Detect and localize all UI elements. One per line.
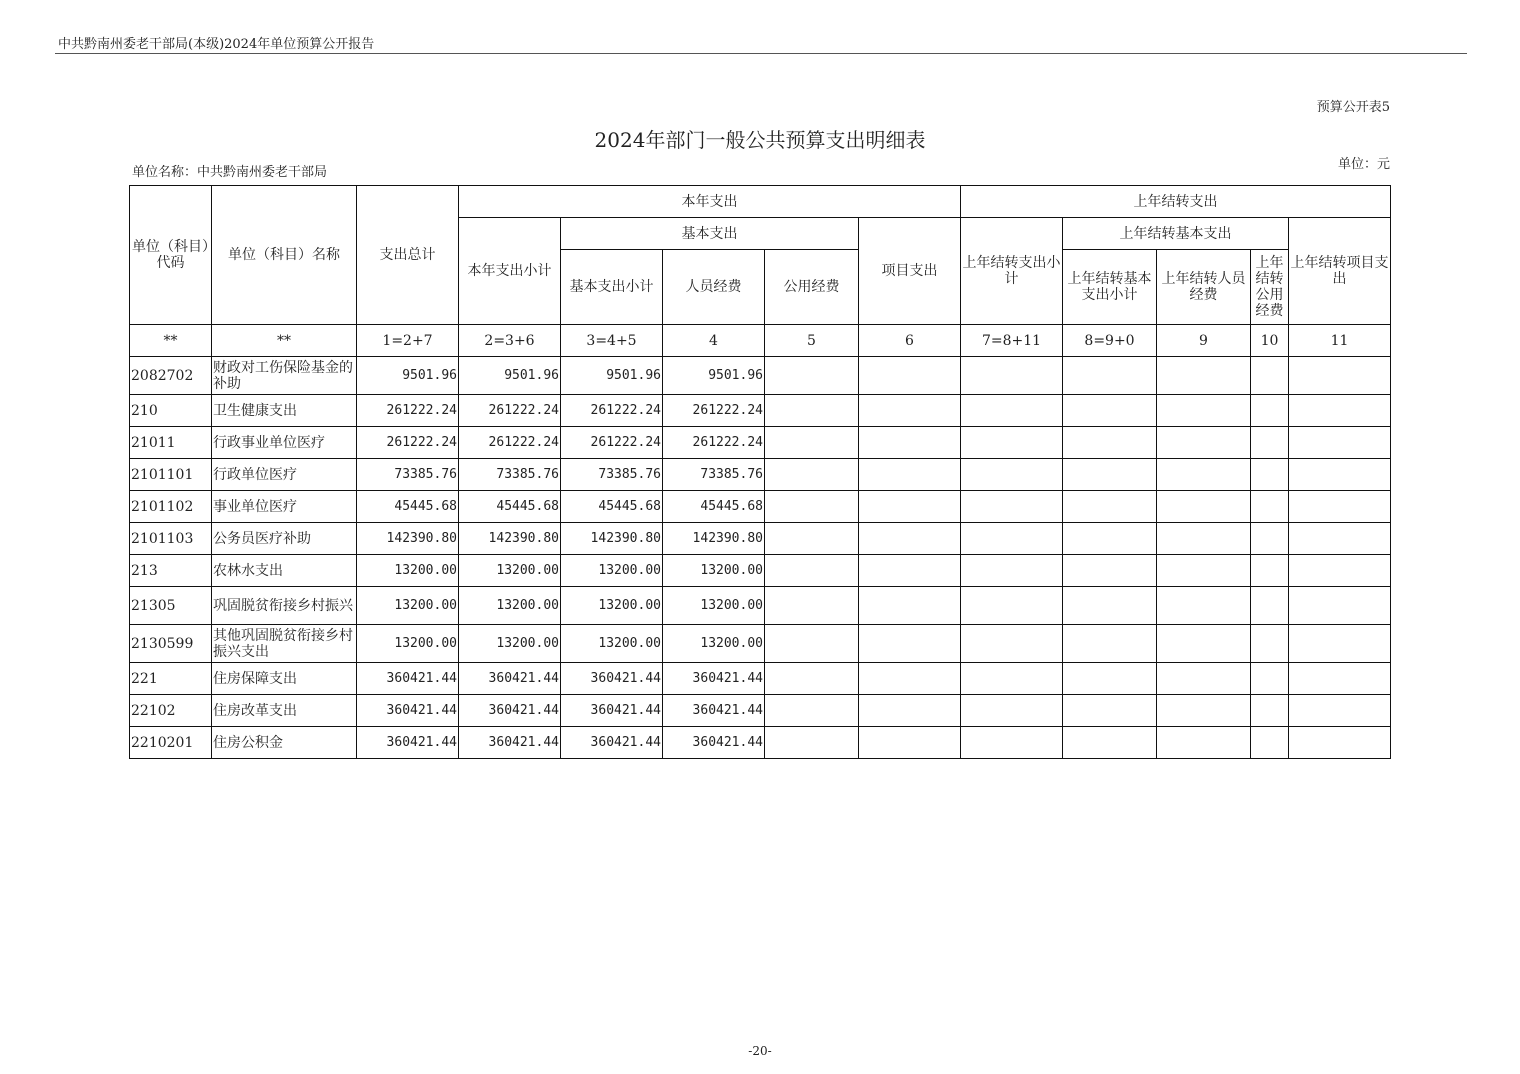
empty-cell — [859, 395, 961, 427]
table-row — [130, 523, 1391, 555]
row-total: 261222.24 — [357, 427, 459, 459]
row-personnel: 45445.68 — [663, 491, 765, 523]
col-this-year-header: 本年支出 — [459, 186, 961, 218]
row-this-year-sub: 261222.24 — [459, 395, 561, 427]
empty-cell — [1251, 427, 1289, 459]
report-header-title: 中共黔南州委老干部局(本级)2024年单位预算公开报告 — [58, 37, 375, 52]
row-personnel: 261222.24 — [663, 395, 765, 427]
table-row — [130, 459, 1391, 491]
row-code: 22102 — [130, 695, 212, 727]
table-row — [130, 395, 1391, 427]
row-this-year-sub: 360421.44 — [459, 727, 561, 759]
empty-cell — [859, 727, 961, 759]
index-row — [130, 325, 1391, 357]
col-last-year-sub-header: 上年结转支出小计 — [961, 218, 1063, 325]
row-total: 142390.80 — [357, 523, 459, 555]
table-number: 预算公开表5 — [1316, 100, 1390, 115]
row-this-year-sub: 13200.00 — [459, 625, 561, 663]
row-code: 21011 — [130, 427, 212, 459]
empty-cell — [859, 427, 961, 459]
table-body — [130, 357, 1391, 759]
row-this-year-sub: 9501.96 — [459, 357, 561, 395]
row-this-year-sub: 360421.44 — [459, 695, 561, 727]
index-cell: ** — [130, 325, 212, 357]
table-row — [130, 625, 1391, 663]
empty-cell — [1157, 427, 1251, 459]
empty-cell — [1251, 587, 1289, 625]
empty-cell — [1063, 727, 1157, 759]
empty-cell — [859, 555, 961, 587]
budget-table — [129, 185, 1391, 759]
empty-cell — [1063, 587, 1157, 625]
empty-cell — [859, 357, 961, 395]
empty-cell — [765, 587, 859, 625]
row-name: 住房公积金 — [212, 727, 357, 759]
index-cell: 1=2+7 — [357, 325, 459, 357]
row-basic-sub: 73385.76 — [561, 459, 663, 491]
col-public-header: 公用经费 — [765, 250, 859, 325]
empty-cell — [1157, 555, 1251, 587]
row-name: 事业单位医疗 — [212, 491, 357, 523]
table-row — [130, 727, 1391, 759]
empty-cell — [1063, 427, 1157, 459]
row-code: 221 — [130, 663, 212, 695]
row-code: 2210201 — [130, 727, 212, 759]
table-row — [130, 555, 1391, 587]
row-name: 卫生健康支出 — [212, 395, 357, 427]
row-total: 261222.24 — [357, 395, 459, 427]
row-total: 73385.76 — [357, 459, 459, 491]
empty-cell — [1157, 587, 1251, 625]
empty-cell — [1251, 491, 1289, 523]
col-code-header: 单位（科目）代码 — [130, 186, 212, 325]
row-personnel: 13200.00 — [663, 555, 765, 587]
empty-cell — [961, 663, 1063, 695]
row-total: 360421.44 — [357, 663, 459, 695]
empty-cell — [765, 523, 859, 555]
row-name: 其他巩固脱贫衔接乡村振兴支出 — [212, 625, 357, 663]
row-basic-sub: 261222.24 — [561, 395, 663, 427]
empty-cell — [1251, 663, 1289, 695]
empty-cell — [1063, 491, 1157, 523]
empty-cell — [1289, 695, 1391, 727]
header-divider — [55, 53, 1467, 54]
row-name: 住房保障支出 — [212, 663, 357, 695]
row-personnel: 360421.44 — [663, 727, 765, 759]
row-total: 360421.44 — [357, 695, 459, 727]
empty-cell — [1157, 727, 1251, 759]
empty-cell — [859, 663, 961, 695]
empty-cell — [1063, 625, 1157, 663]
empty-cell — [1251, 555, 1289, 587]
empty-cell — [1157, 663, 1251, 695]
empty-cell — [1063, 663, 1157, 695]
empty-cell — [1289, 459, 1391, 491]
row-this-year-sub: 13200.00 — [459, 555, 561, 587]
row-total: 13200.00 — [357, 555, 459, 587]
row-name: 行政单位医疗 — [212, 459, 357, 491]
empty-cell — [765, 555, 859, 587]
row-total: 45445.68 — [357, 491, 459, 523]
col-basic-sub-header: 基本支出小计 — [561, 250, 663, 325]
empty-cell — [961, 555, 1063, 587]
empty-cell — [1251, 523, 1289, 555]
table-row — [130, 357, 1391, 395]
empty-cell — [859, 523, 961, 555]
unit-name: 单位名称：中共黔南州委老干部局 — [132, 165, 328, 180]
empty-cell — [1289, 663, 1391, 695]
empty-cell — [1251, 357, 1289, 395]
empty-cell — [1289, 523, 1391, 555]
row-code: 2101102 — [130, 491, 212, 523]
empty-cell — [961, 727, 1063, 759]
row-basic-sub: 360421.44 — [561, 695, 663, 727]
col-basic-header: 基本支出 — [561, 218, 859, 250]
index-cell: 11 — [1289, 325, 1391, 357]
empty-cell — [1289, 587, 1391, 625]
row-name: 农林水支出 — [212, 555, 357, 587]
empty-cell — [1157, 357, 1251, 395]
empty-cell — [1289, 395, 1391, 427]
index-cell: 2=3+6 — [459, 325, 561, 357]
row-this-year-sub: 142390.80 — [459, 523, 561, 555]
row-personnel: 13200.00 — [663, 587, 765, 625]
empty-cell — [1063, 395, 1157, 427]
col-last-year-basic-sub-header: 上年结转基本支出小计 — [1063, 250, 1157, 325]
index-cell: ** — [212, 325, 357, 357]
row-personnel: 360421.44 — [663, 695, 765, 727]
row-code: 2101103 — [130, 523, 212, 555]
row-basic-sub: 142390.80 — [561, 523, 663, 555]
row-basic-sub: 9501.96 — [561, 357, 663, 395]
empty-cell — [961, 523, 1063, 555]
empty-cell — [765, 727, 859, 759]
empty-cell — [1157, 625, 1251, 663]
col-last-year-public-header: 上年结转公用经费 — [1251, 250, 1289, 325]
row-name: 行政事业单位医疗 — [212, 427, 357, 459]
empty-cell — [859, 695, 961, 727]
col-last-year-project-header: 上年结转项目支出 — [1289, 218, 1391, 325]
empty-cell — [765, 663, 859, 695]
row-name: 财政对工伤保险基金的补助 — [212, 357, 357, 395]
row-personnel: 73385.76 — [663, 459, 765, 491]
currency-unit: 单位：元 — [1337, 157, 1390, 172]
row-personnel: 142390.80 — [663, 523, 765, 555]
row-code: 2101101 — [130, 459, 212, 491]
col-this-year-sub-header: 本年支出小计 — [459, 218, 561, 325]
empty-cell — [859, 491, 961, 523]
row-this-year-sub: 360421.44 — [459, 663, 561, 695]
empty-cell — [1289, 625, 1391, 663]
index-cell: 9 — [1157, 325, 1251, 357]
row-basic-sub: 13200.00 — [561, 625, 663, 663]
empty-cell — [1251, 727, 1289, 759]
col-name-header: 单位（科目）名称 — [212, 186, 357, 325]
row-personnel: 360421.44 — [663, 663, 765, 695]
empty-cell — [859, 459, 961, 491]
empty-cell — [1157, 695, 1251, 727]
row-this-year-sub: 13200.00 — [459, 587, 561, 625]
row-code: 210 — [130, 395, 212, 427]
empty-cell — [961, 427, 1063, 459]
table-row — [130, 427, 1391, 459]
row-name: 住房改革支出 — [212, 695, 357, 727]
empty-cell — [859, 625, 961, 663]
empty-cell — [1251, 395, 1289, 427]
row-basic-sub: 13200.00 — [561, 555, 663, 587]
index-cell: 7=8+11 — [961, 325, 1063, 357]
row-code: 213 — [130, 555, 212, 587]
row-code: 2130599 — [130, 625, 212, 663]
row-basic-sub: 13200.00 — [561, 587, 663, 625]
empty-cell — [961, 491, 1063, 523]
col-project-header: 项目支出 — [859, 218, 961, 325]
empty-cell — [765, 459, 859, 491]
empty-cell — [1157, 523, 1251, 555]
empty-cell — [765, 357, 859, 395]
col-personnel-header: 人员经费 — [663, 250, 765, 325]
row-basic-sub: 261222.24 — [561, 427, 663, 459]
row-personnel: 261222.24 — [663, 427, 765, 459]
row-name: 公务员医疗补助 — [212, 523, 357, 555]
empty-cell — [961, 625, 1063, 663]
page-number: -20- — [748, 1044, 772, 1058]
empty-cell — [765, 695, 859, 727]
row-basic-sub: 360421.44 — [561, 727, 663, 759]
row-total: 360421.44 — [357, 727, 459, 759]
empty-cell — [961, 587, 1063, 625]
index-cell: 5 — [765, 325, 859, 357]
empty-cell — [1289, 491, 1391, 523]
empty-cell — [961, 357, 1063, 395]
row-total: 13200.00 — [357, 587, 459, 625]
empty-cell — [1251, 695, 1289, 727]
empty-cell — [765, 395, 859, 427]
col-total-header: 支出总计 — [357, 186, 459, 325]
table-row — [130, 663, 1391, 695]
table-row — [130, 695, 1391, 727]
index-cell: 6 — [859, 325, 961, 357]
empty-cell — [1063, 459, 1157, 491]
row-this-year-sub: 45445.68 — [459, 491, 561, 523]
row-basic-sub: 360421.44 — [561, 663, 663, 695]
empty-cell — [1063, 357, 1157, 395]
empty-cell — [1063, 523, 1157, 555]
index-cell: 3=4+5 — [561, 325, 663, 357]
row-code: 21305 — [130, 587, 212, 625]
index-cell: 8=9+0 — [1063, 325, 1157, 357]
empty-cell — [859, 587, 961, 625]
row-total: 13200.00 — [357, 625, 459, 663]
empty-cell — [1289, 357, 1391, 395]
empty-cell — [1251, 625, 1289, 663]
index-cell: 10 — [1251, 325, 1289, 357]
empty-cell — [1289, 727, 1391, 759]
empty-cell — [961, 695, 1063, 727]
empty-cell — [1289, 427, 1391, 459]
empty-cell — [1063, 555, 1157, 587]
page-title: 2024年部门一般公共预算支出明细表 — [594, 128, 926, 152]
row-name: 巩固脱贫衔接乡村振兴 — [212, 587, 357, 625]
empty-cell — [765, 625, 859, 663]
empty-cell — [1063, 695, 1157, 727]
empty-cell — [1289, 555, 1391, 587]
empty-cell — [1157, 459, 1251, 491]
row-basic-sub: 45445.68 — [561, 491, 663, 523]
col-last-year-basic-header: 上年结转基本支出 — [1063, 218, 1289, 250]
empty-cell — [961, 459, 1063, 491]
empty-cell — [765, 491, 859, 523]
empty-cell — [1157, 395, 1251, 427]
col-last-year-personnel-header: 上年结转人员经费 — [1157, 250, 1251, 325]
table-row — [130, 587, 1391, 625]
empty-cell — [1251, 459, 1289, 491]
row-total: 9501.96 — [357, 357, 459, 395]
row-code: 2082702 — [130, 357, 212, 395]
empty-cell — [961, 395, 1063, 427]
empty-cell — [765, 427, 859, 459]
col-last-year-header: 上年结转支出 — [961, 186, 1391, 218]
row-personnel: 9501.96 — [663, 357, 765, 395]
index-cell: 4 — [663, 325, 765, 357]
row-personnel: 13200.00 — [663, 625, 765, 663]
row-this-year-sub: 73385.76 — [459, 459, 561, 491]
row-this-year-sub: 261222.24 — [459, 427, 561, 459]
table-row — [130, 491, 1391, 523]
empty-cell — [1157, 491, 1251, 523]
